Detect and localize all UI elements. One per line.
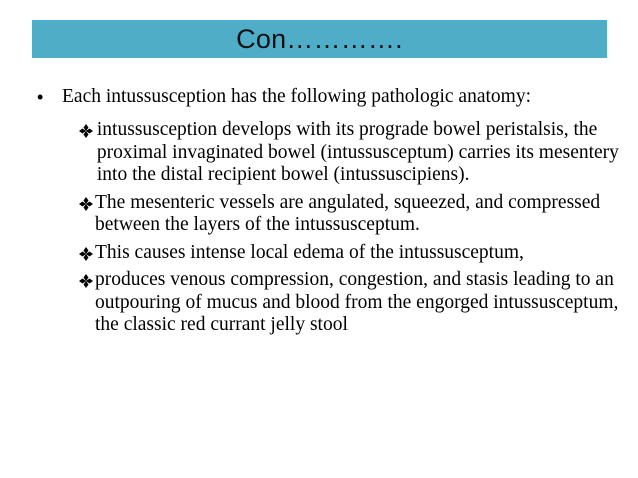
sub-bullet-text: This causes intense local edema of the intussusceptum, (95, 241, 524, 263)
four-diamond-bullet-icon (79, 242, 95, 264)
sub-bullet-text: produces venous compression, congestion, and stasis leading to an outpouring of mucus and blood from the engorged intussusceptum, the classic red currant jelly stool (95, 269, 619, 335)
main-bullet (37, 86, 633, 108)
sub-bullet-item (79, 269, 627, 337)
sub-bullet-item (79, 119, 627, 187)
four-diamond-bullet-icon (79, 269, 95, 291)
sub-bullet-item (79, 242, 627, 265)
sub-bullet-list (79, 119, 627, 337)
four-diamond-bullet-icon (79, 192, 95, 214)
slide-content (37, 86, 633, 342)
sub-bullet-text: The mesenteric vessels are angulated, squeezed, and compressed between the layers of the intussusceptum. (95, 191, 601, 235)
slide-title: Con…………. (236, 23, 403, 54)
sub-bullet-text: intussusception develops with its prograde bowel peristalsis, the proximal invaginated bowel (intussusceptum) carries its mesentery into the distal recipient bowel (intussuscipiens). (96, 119, 619, 185)
bullet-marker: • (37, 87, 44, 107)
sub-bullet-item (79, 192, 627, 237)
title-bar (32, 20, 607, 58)
four-diamond-bullet-icon (79, 119, 95, 141)
main-bullet-text: Each intussusception has the following pathologic anatomy: (62, 86, 531, 107)
